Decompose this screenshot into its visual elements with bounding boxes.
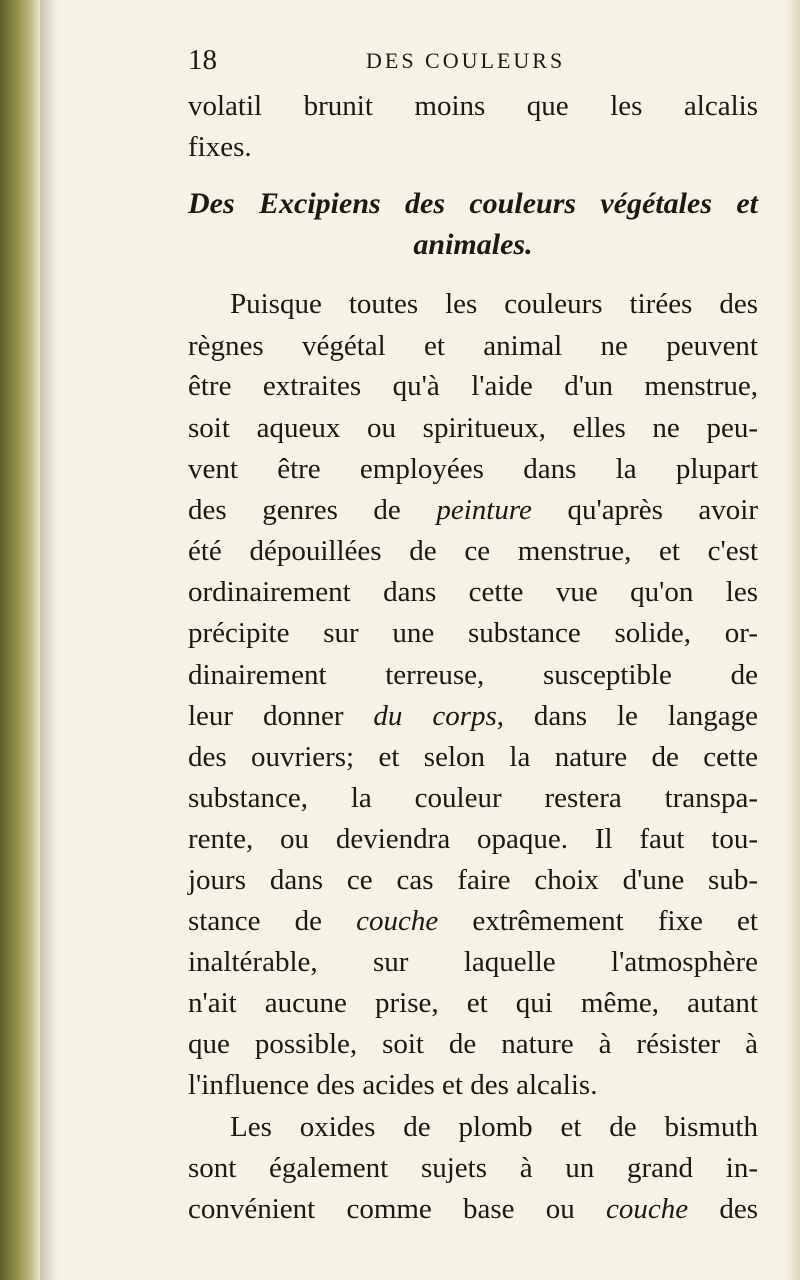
text-line-2: fixes. <box>188 131 252 163</box>
text-segment: stance de <box>188 905 357 937</box>
text-line-23: que possible, soit de nature à résister à <box>188 1028 758 1060</box>
text-segment: extrêmement fixe et <box>438 905 758 937</box>
section-heading-line-2: animales. <box>413 228 533 261</box>
text-line-15 <box>188 696 758 736</box>
italic-term-couche: couche <box>605 1193 689 1225</box>
text-line-1: volatil brunit moins que les alcalis <box>188 90 758 122</box>
running-head: DES COULEURS <box>366 48 566 73</box>
text-line-20 <box>188 901 758 941</box>
text-line-19: jours dans ce cas faire choix d'une sub- <box>188 864 758 896</box>
text-segment: des genres de <box>188 494 437 526</box>
text-line-8: soit aqueux ou spiritueux, elles ne peu- <box>188 412 758 444</box>
italic-term-peinture: peinture <box>436 494 532 526</box>
text-line-14: dinairement terreuse, susceptible de <box>188 659 758 691</box>
text-line-16: des ouvriers; et selon la nature de cette <box>188 741 758 773</box>
section-heading-line-1: Des Excipiens des couleurs végétales et <box>188 187 758 220</box>
text-line-17: substance, la couleur restera transpa- <box>188 782 758 814</box>
text-line-12: ordinairement dans cette vue qu'on les <box>188 576 758 608</box>
text-line-5: Puisque toutes les couleurs tirées des <box>230 288 758 320</box>
text-line-25: Les oxides de plomb et de bismuth <box>230 1111 758 1143</box>
text-segment: , dans le langage <box>496 700 758 732</box>
text-line-13: précipite sur une substance solide, or- <box>188 617 758 649</box>
text-line-11: été dépouillées de ce menstrue, et c'est <box>188 535 758 567</box>
text-segment: convénient comme base ou <box>188 1193 606 1225</box>
text-line-21: inaltérable, sur laquelle l'atmosphère <box>188 946 758 978</box>
page-edge <box>786 0 800 1280</box>
page-header <box>188 44 758 84</box>
text-line-24: l'influence des acides et des alcalis. <box>188 1069 598 1101</box>
text-line-18: rente, ou deviendra opaque. Il faut tou- <box>188 823 758 855</box>
text-segment: des <box>688 1193 758 1225</box>
text-line-9: vent être employées dans la plupart <box>188 453 758 485</box>
page-gutter <box>0 0 40 1280</box>
gutter-shadow <box>40 0 58 1280</box>
text-segment: qu'après avoir <box>531 494 759 526</box>
page-number: 18 <box>188 44 217 76</box>
text-line-22: n'ait aucune prise, et qui même, autant <box>188 987 758 1019</box>
italic-term-du-corps: du corps <box>373 700 497 732</box>
text-line-6: règnes végétal et animal ne peuvent <box>188 330 758 362</box>
text-segment: leur donner <box>188 700 374 732</box>
text-line-10 <box>188 490 758 530</box>
text-line-26: sont également sujets à un grand in- <box>188 1152 758 1184</box>
italic-term-couche: couche <box>356 905 439 937</box>
text-line-27 <box>188 1189 758 1229</box>
text-line-7: être extraites qu'à l'aide d'un menstrue, <box>188 370 758 402</box>
